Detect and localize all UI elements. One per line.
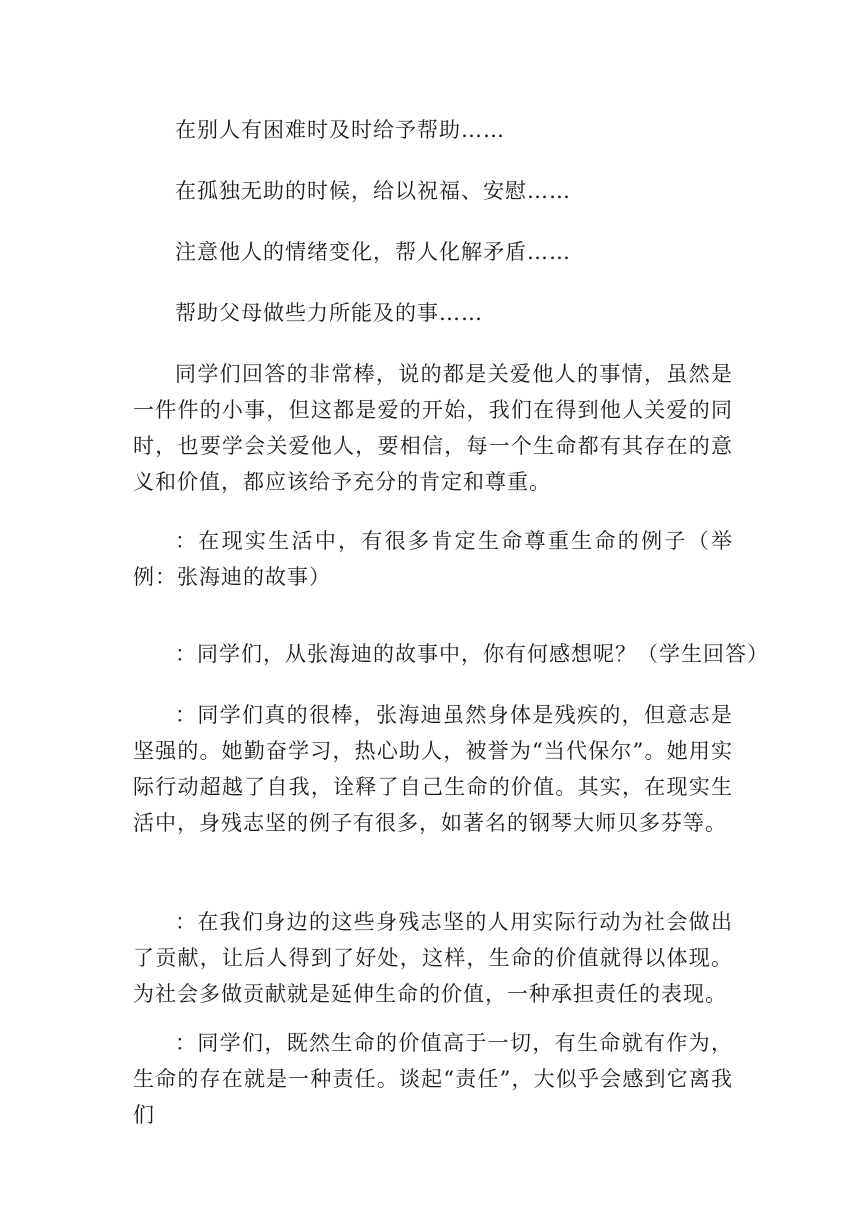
paragraph-6: ：在现实生活中，有很多肯定生命尊重生命的例子（举例：张海迪的故事） [133,529,733,589]
paragraph-10: ：同学们，既然生命的价值高于一切，有生命就有作为，生命的存在就是一种责任。谈起“责任”，大似乎会感到它离我们 [133,1031,733,1127]
paragraph-9: ：在我们身边的这些身残志坚的人用实际行动为社会做出了贡献，让后人得到了好处，这样，生命的价值就得以体现。为社会多做贡献就是延伸生命的价值，一种承担责任的表现。 [133,910,733,1006]
paragraph-3: 注意他人的情绪变化，帮人化解矛盾…… [175,240,571,264]
paragraph-8: ：同学们真的很棒，张海迪虽然身体是残疾的，但意志是坚强的。她勤奋学习，热心助人，被誉为“当代保尔”。她用实际行动超越了自我，诠释了自己生命的价值。其实，在现实生活中，身残志坚的例子有很多，如著名的钢琴大师贝多芬等。 [133,703,733,835]
paragraph-5: 同学们回答的非常棒，说的都是关爱他人的事情，虽然是一件件的小事，但这都是爱的开始，我们在得到他人关爱的同时，也要学会关爱他人，要相信，每一个生命都有其存在的意义和价值，都应该给予充分的肯定和尊重。 [133,362,733,494]
paragraph-7: ：同学们，从张海迪的故事中，你有何感想呢？（学生回答） [175,642,769,666]
paragraph-1: 在别人有困难时及时给予帮助…… [175,118,505,142]
paragraph-4: 帮助父母做些力所能及的事…… [175,301,483,325]
paragraph-2: 在孤独无助的时候，给以祝福、安慰…… [175,179,571,203]
